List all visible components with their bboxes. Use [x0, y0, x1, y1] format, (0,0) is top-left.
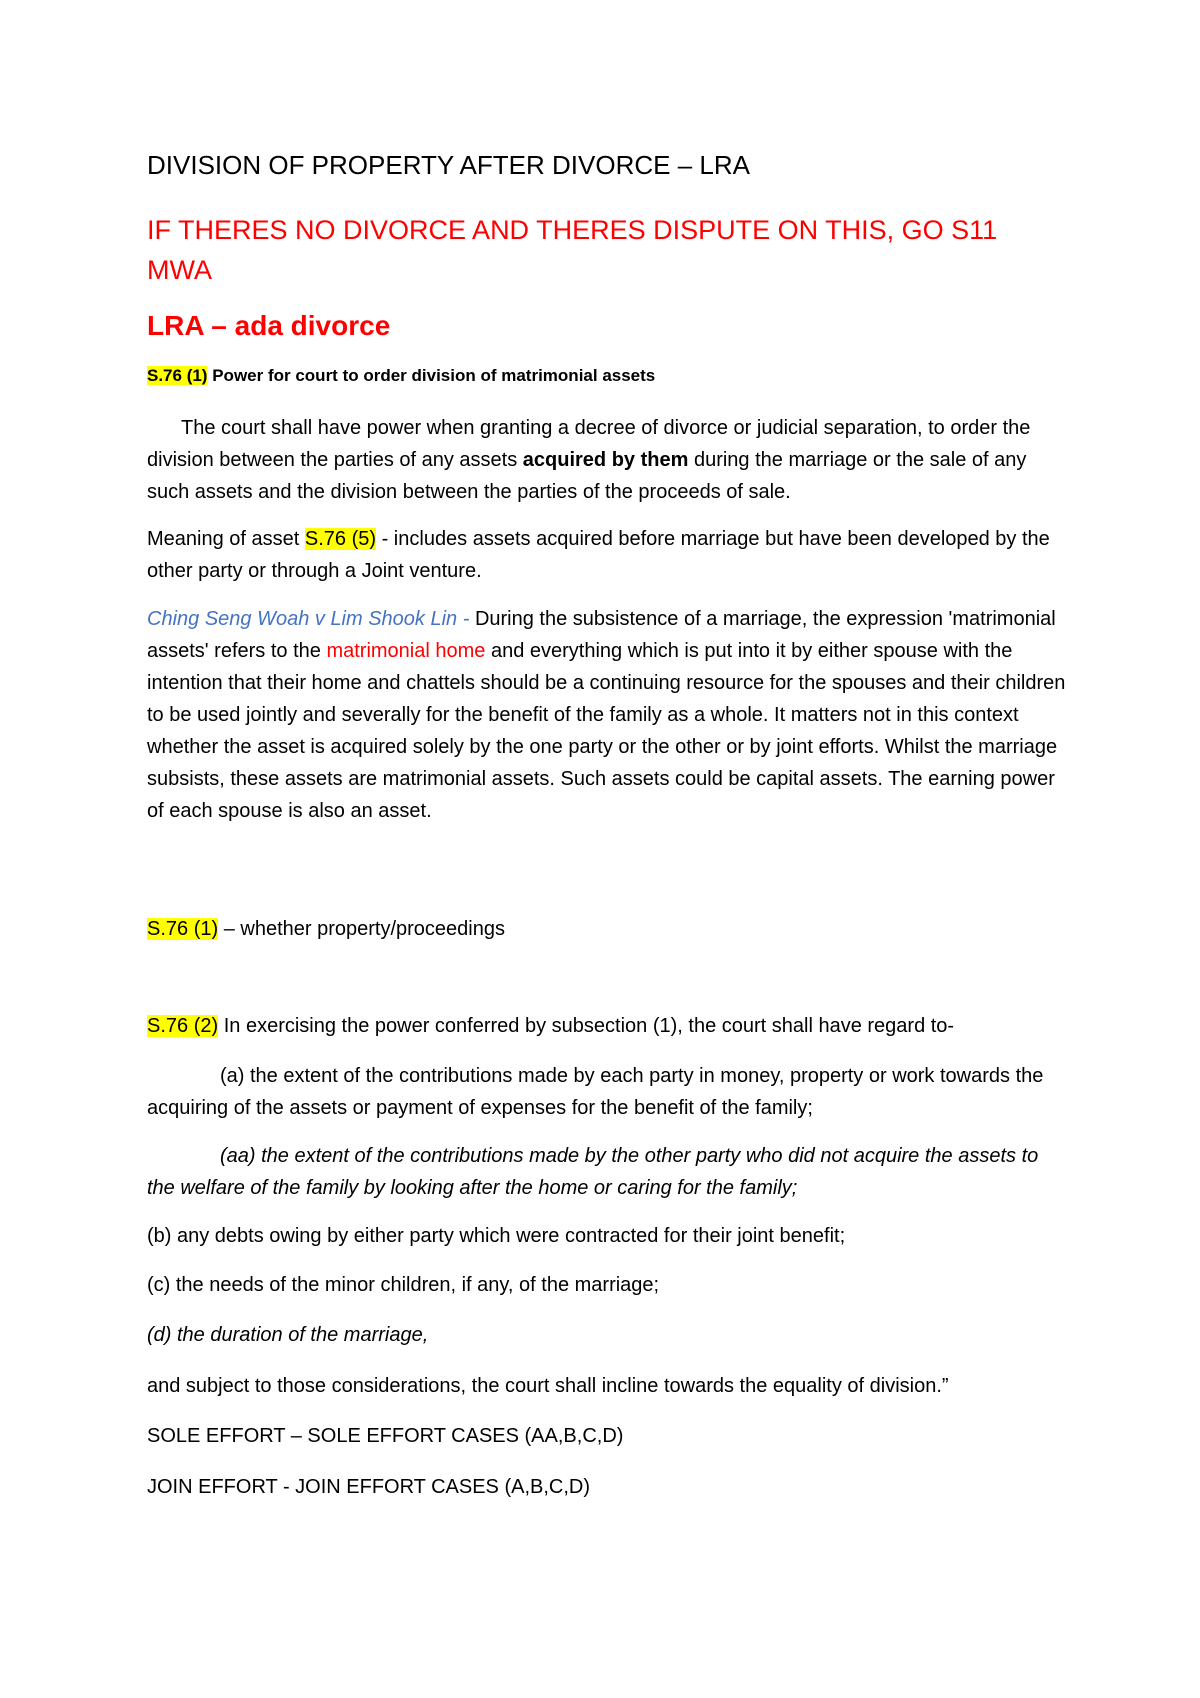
paragraph-court-power	[147, 412, 1067, 508]
red-phrase: matrimonial home	[326, 640, 486, 662]
paragraph-s76-2	[147, 1010, 1067, 1042]
paragraph-text: - includes assets acquired before marriage but have been developed by the other party or through a Joint venture.	[147, 528, 1050, 582]
page-title: DIVISION OF PROPERTY AFTER DIVORCE – LRA	[147, 150, 750, 180]
closing-paragraph: and subject to those considerations, the court shall incline towards the equality of division.”	[147, 1375, 949, 1397]
section-ref-highlight: S.76 (5)	[304, 528, 377, 550]
sole-effort-line: SOLE EFFORT – SOLE EFFORT CASES (AA,B,C,D)	[147, 1425, 624, 1447]
paragraph-text: During the subsistence of a marriage, the expression 'matrimonial assets' refers to the	[147, 608, 1056, 662]
paragraph-text: – whether property/proceedings	[218, 918, 505, 940]
list-item-c: (c) the needs of the minor children, if any, of the marriage;	[147, 1274, 660, 1296]
paragraph-text: In exercising the power conferred by subsection (1), the court shall have regard to-	[218, 1015, 955, 1037]
list-item-a: (a) the extent of the contributions made by each party in money, property or work towards the acquiring of the assets or payment of expenses for the benefit of the family;	[147, 1065, 1044, 1119]
paragraph-s76-1-property	[147, 913, 1067, 945]
paragraph-text: and everything which is put into it by either spouse with the intention that their home and chattels should be a continuing resource for the spouses and their children to be used jointly and severally for the benefit of the family as a whole. It matters not in this context whether the asset is acquired solely by the one party or the other or by joint efforts. Whilst the marriage subsists, these assets are matrimonial assets. Such assets could be capital assets. The earning power of each spouse is also an asset.	[147, 640, 1066, 822]
paragraph-text: The court shall have power when granting a decree of divorce or judicial separation, to order the division between the parties of any assets	[147, 417, 1031, 471]
join-effort-line: JOIN EFFORT - JOIN EFFORT CASES (A,B,C,D)	[147, 1476, 591, 1498]
red-heading: IF THERES NO DIVORCE AND THERES DISPUTE ON THIS, GO S11 MWA	[147, 215, 998, 285]
section-ref-highlight: S.76 (1)	[147, 366, 208, 385]
paragraph-case-law	[147, 603, 1067, 827]
paragraph-meaning-of-asset	[147, 523, 1067, 587]
list-item-b: (b) any debts owing by either party which were contracted for their joint benefit;	[147, 1225, 846, 1247]
section-ref-highlight: S.76 (2)	[147, 1015, 219, 1037]
paragraph-text: during the marriage or the sale of any such assets and the division between the parties of the proceeds of sale.	[147, 449, 1027, 503]
list-item-d: (d) the duration of the marriage,	[147, 1324, 429, 1346]
list-item-aa: (aa) the extent of the contributions made by the other party who did not acquire the assets to the welfare of the family by looking after the home or caring for the family;	[147, 1145, 1039, 1199]
subheading: LRA – ada divorce	[147, 310, 391, 341]
section-76-1-heading	[147, 366, 1067, 386]
section-heading-text: Power for court to order division of matrimonial assets	[212, 366, 656, 385]
section-ref-highlight: S.76 (1)	[147, 918, 219, 940]
bold-phrase: acquired by them	[522, 449, 689, 471]
case-name: Ching Seng Woah v Lim Shook Lin -	[147, 608, 475, 630]
paragraph-text: Meaning of asset	[147, 528, 305, 550]
